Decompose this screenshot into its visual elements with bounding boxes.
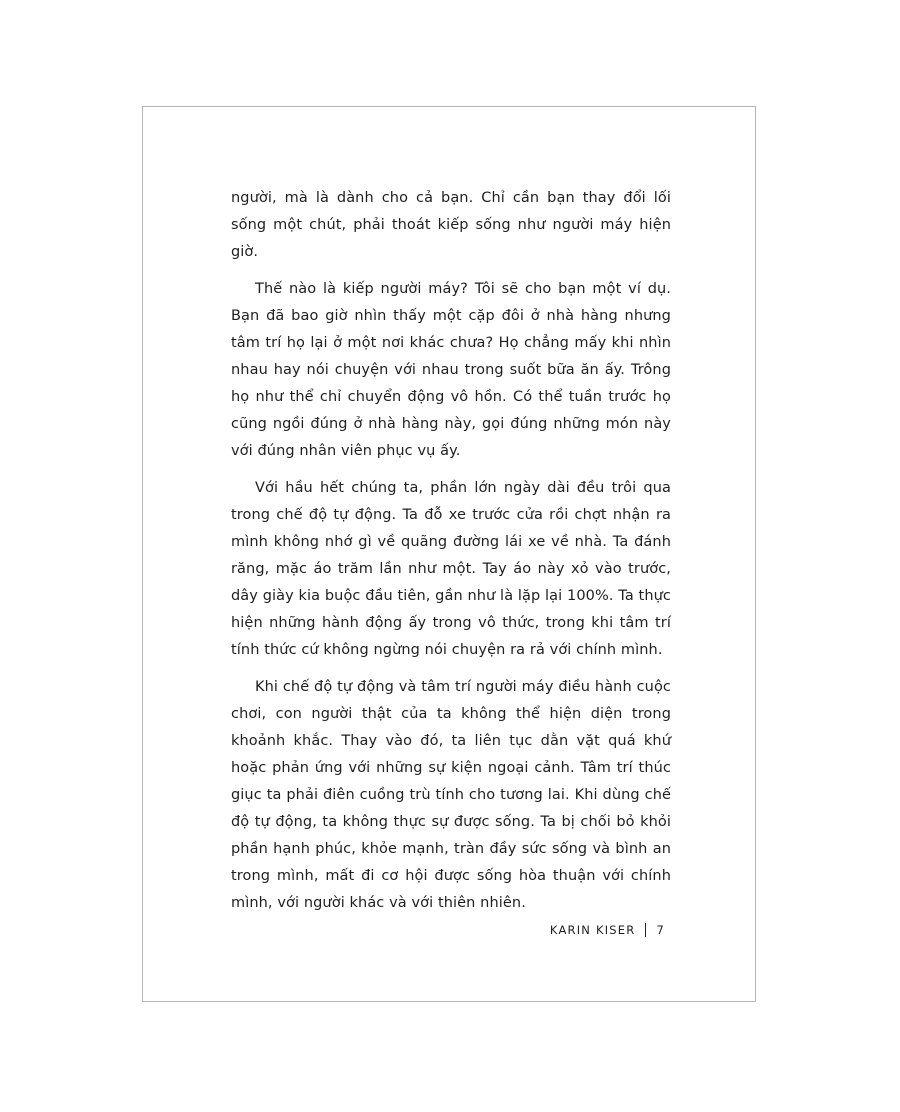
page-number: 7 [656,923,665,937]
page-body [231,185,671,927]
footer-separator [645,923,646,937]
book-page [142,106,756,1002]
page-footer [550,923,665,937]
paragraph: Thế nào là kiếp người máy? Tôi sẽ cho bạn một ví dụ. Bạn đã bao giờ nhìn thấy một cặp đôi ở nhà hàng nhưng tâm trí họ lại ở một nơi khác chưa? Họ chẳng mấy khi nhìn nhau hay nói chuyện với nhau trong suốt bữa ăn ấy. Trông họ như thể chỉ chuyển động vô hồn. Có thể tuần trước họ cũng ngồi đúng ở nhà hàng này, gọi đúng những món này với đúng nhân viên phục vụ ấy. [231,281,671,459]
paragraph: Với hầu hết chúng ta, phần lớn ngày dài đều trôi qua trong chế độ tự động. Ta đỗ xe trước cửa rồi chợt nhận ra mình không nhớ gì về quãng đường lái xe về nhà. Ta đánh răng, mặc áo trăm lần như một. Tay áo này xỏ vào trước, dây giày kia buộc đầu tiên, gần như là lặp lại 100%. Ta thực hiện những hành động ấy trong vô thức, trong khi tâm trí tính thức cứ không ngừng nói chuyện ra rả với chính mình. [231,480,671,658]
paragraph-continuation: người, mà là dành cho cả bạn. Chỉ cần bạn thay đổi lối sống một chút, phải thoát kiếp sống như người máy hiện giờ. [231,190,671,260]
paragraph: Khi chế độ tự động và tâm trí người máy điều hành cuộc chơi, con người thật của ta không thể hiện diện trong khoảnh khắc. Thay vào đó, ta liên tục dằn vặt quá khứ hoặc phản ứng với những sự kiện ngoại cảnh. Tâm trí thúc giục ta phải điên cuồng trù tính cho tương lai. Khi dùng chế độ tự động, ta không thực sự được sống. Ta bị chối bỏ khỏi phần hạnh phúc, khỏe mạnh, tràn đầy sức sống và bình an trong mình, mất đi cơ hội được sống hòa thuận với chính mình, với người khác và với thiên nhiên. [231,679,671,911]
footer-author: KARIN KISER [549,923,636,937]
